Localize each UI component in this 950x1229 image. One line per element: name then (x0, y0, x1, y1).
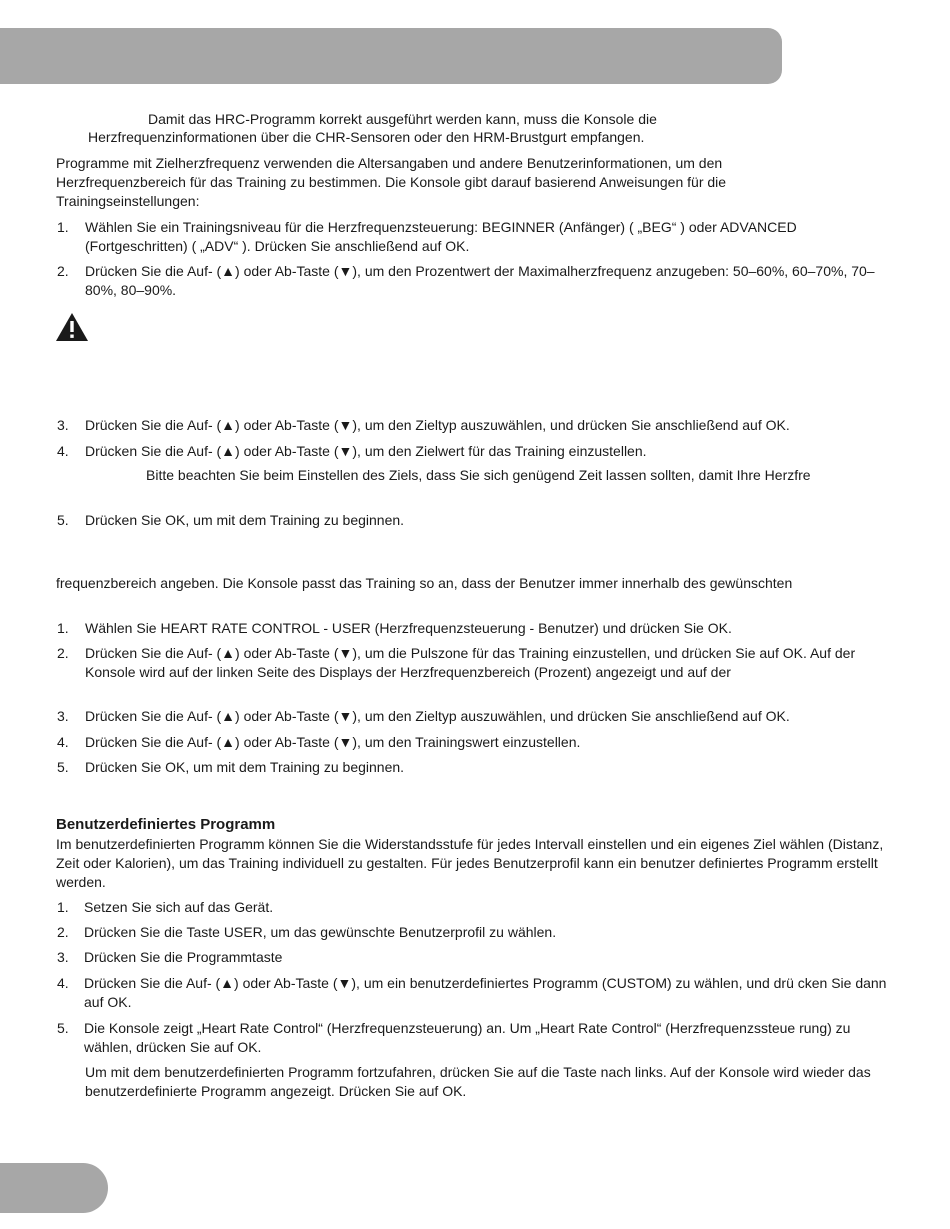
list-number: 2. (57, 263, 69, 279)
list-number: 4. (57, 443, 69, 459)
list-text: Drücken Sie die Taste USER, um das gewünschte Benutzerprofil zu wählen. (84, 924, 557, 940)
list-text: Drücken Sie die Auf- (▲) oder Ab-Taste (▼), um ein benutzerdefiniertes Programm (CUSTOM) zu wählen, und drü cken Sie dann auf OK. (84, 975, 887, 1010)
custom-paragraph: Im benutzerdefinierten Programm können Sie die Widerstandsstufe für jedes Intervall einstellen und ein eigenes Ziel wählen (Distanz, Zeit oder Kalorien), um das Training individuell zu gestalten. Für jedes Benutzerprofil kann ein benutzer definiertes Programm erstellt werden. (56, 836, 884, 890)
custom-note: Um mit dem benutzerdefinierten Programm fortzufahren, drücken Sie auf die Taste nach links. Auf der Konsole wird wieder das benutzerdefinierte Programm angezeigt. Drücken Sie auf OK. (85, 1064, 871, 1099)
list-number: 1. (57, 219, 69, 235)
list-number: 4. (57, 975, 69, 991)
target-hr-note: Bitte beachten Sie beim Einstellen des Ziels, dass Sie sich genügend Zeit lassen sollten, damit Ihre Herzfre (146, 467, 811, 483)
section-heading: Benutzerdefiniertes Programm (56, 816, 276, 833)
user-hr-paragraph: frequenzbereich angeben. Die Konsole passt das Training so an, dass der Benutzer immer innerhalb des gewünschten (56, 575, 793, 591)
list-number: 1. (57, 620, 69, 636)
list-number: 3. (57, 417, 69, 433)
list-number: 5. (57, 1020, 69, 1036)
list-text: Setzen Sie sich auf das Gerät. (84, 899, 274, 915)
list-text: Drücken Sie die Auf- (▲) oder Ab-Taste (▼), um den Zieltyp auszuwählen, und drücken Sie anschließend auf OK. (85, 417, 790, 433)
header-bar (0, 28, 782, 84)
list-text: Drücken Sie OK, um mit dem Training zu beginnen. (85, 512, 405, 528)
list-text: Wählen Sie HEART RATE CONTROL - USER (Herzfrequenzsteuerung - Benutzer) und drücken Sie OK. (85, 620, 732, 636)
list-number: 3. (57, 949, 69, 965)
list-text: Drücken Sie die Auf- (▲) oder Ab-Taste (▼), um den Prozentwert der Maximalherzfrequenz anzugeben: 50–60%, 60–70%, 70–80%, 80–90%. (85, 263, 875, 298)
list-text: Drücken Sie die Auf- (▲) oder Ab-Taste (▼), um die Pulszone für das Training einzustellen, und drücken Sie auf OK. Auf der Konsole wird auf der linken Seite des Displays der Herzfrequenzbereich (Prozent) angezeigt und auf der (85, 645, 856, 680)
warning-triangle-icon (55, 312, 89, 342)
list-number: 3. (57, 708, 69, 724)
list-text: Wählen Sie ein Trainingsniveau für die Herzfrequenzsteuerung: BEGINNER (Anfänger) ( „BEG“ ) oder ADVANCED (Fortgeschritten) ( „ADV“ ). Drücken Sie anschließend auf OK. (85, 219, 797, 254)
intro-line-1: Damit das HRC-Programm korrekt ausgeführt werden kann, muss die Konsole die (148, 111, 657, 127)
list-number: 2. (57, 924, 69, 940)
list-number: 1. (57, 899, 69, 915)
list-text: Die Konsole zeigt „Heart Rate Control“ (Herzfrequenzsteuerung) an. Um „Heart Rate Control“ (Herzfrequenzssteue rung) zu wählen, drücken Sie auf OK. (84, 1020, 851, 1055)
list-number: 4. (57, 734, 69, 750)
list-number: 2. (57, 645, 69, 661)
list-text: Drücken Sie die Auf- (▲) oder Ab-Taste (▼), um den Zieltyp auszuwählen, und drücken Sie anschließend auf OK. (85, 708, 790, 724)
list-text: Drücken Sie die Auf- (▲) oder Ab-Taste (▼), um den Zielwert für das Training einzustellen. (85, 443, 647, 459)
list-text: Drücken Sie OK, um mit dem Training zu beginnen. (85, 759, 405, 775)
list-number: 5. (57, 759, 69, 775)
list-text: Drücken Sie die Programmtaste (84, 949, 283, 965)
target-hr-paragraph: Programme mit Zielherzfrequenz verwenden die Altersangaben und andere Benutzerinformationen, um den Herzfrequenzbereich für das Training zu bestimmen. Die Konsole gibt darauf basierend Anweisungen für die Trainingseinstellungen: (56, 155, 727, 209)
intro-line-2: Herzfrequenzinformationen über die CHR-Sensoren oder den HRM-Brustgurt empfangen. (88, 129, 645, 145)
list-text: Drücken Sie die Auf- (▲) oder Ab-Taste (▼), um den Trainingswert einzustellen. (85, 734, 581, 750)
list-number: 5. (57, 512, 69, 528)
page-number-tab (0, 1163, 108, 1213)
